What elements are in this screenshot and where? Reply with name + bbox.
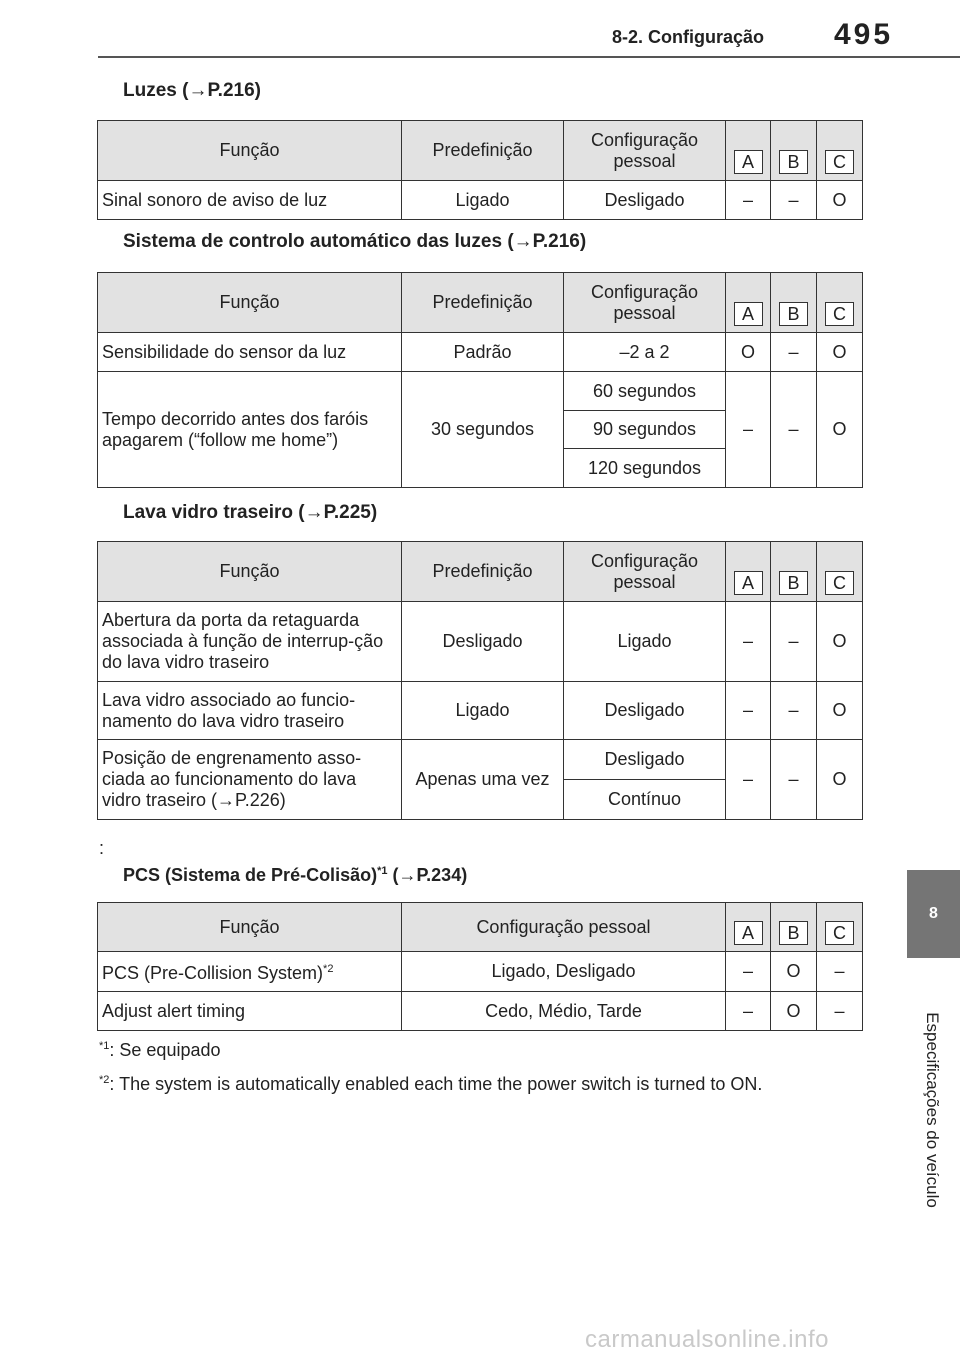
- pcs-table: [97, 902, 863, 1031]
- table-row: Adjust alert timing Cedo, Médio, Tarde – O –: [98, 992, 863, 1031]
- col-funcao: Função: [98, 121, 402, 181]
- table-row: Sinal sonoro de aviso de luz Ligado Desligado – – O: [98, 181, 863, 220]
- pcs-title: PCS (Sistema de Pré-Colisão)$^{*1}$ (→P.234): [123, 865, 468, 885]
- chapter-tab[interactable]: [907, 870, 960, 958]
- arrow-icon: →: [398, 865, 417, 885]
- section-title: 8-2. Configuração: [612, 27, 765, 47]
- table-header-row: Função Predefinição Configuração pessoal A B C: [98, 273, 863, 333]
- controlo-ref-link[interactable]: P.216): [532, 231, 587, 252]
- table-row: Contínuo: [98, 780, 863, 820]
- col-predef: Predefinição: [402, 121, 564, 181]
- lava-row-ref-link[interactable]: P.226): [235, 790, 286, 810]
- lava-ref-link[interactable]: P.225): [323, 502, 378, 523]
- table-row: Lava vidro associado ao funcio-namento do lava vidro traseiro Ligado Desligado – – O: [98, 682, 863, 740]
- col-b: B: [779, 150, 808, 174]
- chapter-number: 8: [929, 905, 938, 922]
- col-config: Configuração pessoal: [564, 121, 726, 181]
- lava-table: [97, 541, 863, 820]
- colon-text: :: [99, 838, 105, 858]
- col-c: C: [825, 150, 854, 174]
- footnote-1: $^{*1}$: Se equipado: [99, 1040, 221, 1060]
- table-row: PCS (Pre-Collision System)$^{*2}$ Ligado, Desligado – O –: [98, 952, 863, 992]
- col-a: A: [734, 150, 763, 174]
- table-header-row: [98, 121, 863, 181]
- table-header-row: Função Configuração pessoal A B C: [98, 903, 863, 952]
- pcs-ref-link[interactable]: P.234): [416, 865, 468, 885]
- luzes-title: Luzes (→P.216): [123, 80, 261, 101]
- controlo-table: [97, 272, 863, 488]
- table-row: Tempo decorrido antes dos faróis apagarem (“follow me home”) 30 segundos 60 segundos – – O: [98, 372, 863, 411]
- arrow-icon: →: [217, 790, 236, 810]
- arrow-icon: →: [304, 502, 324, 523]
- table-row: 90 segundos: [98, 411, 863, 449]
- lava-title: Lava vidro traseiro (→P.225): [123, 502, 378, 523]
- table-row: Sensibilidade do sensor da luz Padrão –2 a 2 O – O: [98, 333, 863, 372]
- chapter-label: Especificações do veículo: [923, 1012, 942, 1208]
- luzes-table: [97, 120, 863, 220]
- table-row: Abertura da porta da retaguarda associada à função de interrup-ção do lava vidro traseiro Desligado Ligado – – O: [98, 602, 863, 682]
- header-divider: [98, 56, 960, 58]
- footnote-2: $^{*2}$: The system is automatically enabled each time the power switch is turned to ON.: [99, 1074, 763, 1094]
- page-number: 495: [834, 18, 894, 51]
- table-row: 120 segundos: [98, 449, 863, 488]
- watermark: carmanualsonline.info: [585, 1326, 829, 1353]
- table-row: Posição de engrenamento asso-ciada ao funcionamento do lava vidro traseiro (→P.226) Apenas uma vez Desligado – – O: [98, 740, 863, 780]
- arrow-icon: →: [188, 80, 208, 101]
- table-header-row: Função Predefinição Configuração pessoal A B C: [98, 542, 863, 602]
- arrow-icon: →: [513, 231, 533, 252]
- luzes-ref-link[interactable]: P.216): [207, 80, 261, 101]
- controlo-title: Sistema de controlo automático das luzes (→P.216): [123, 231, 587, 252]
